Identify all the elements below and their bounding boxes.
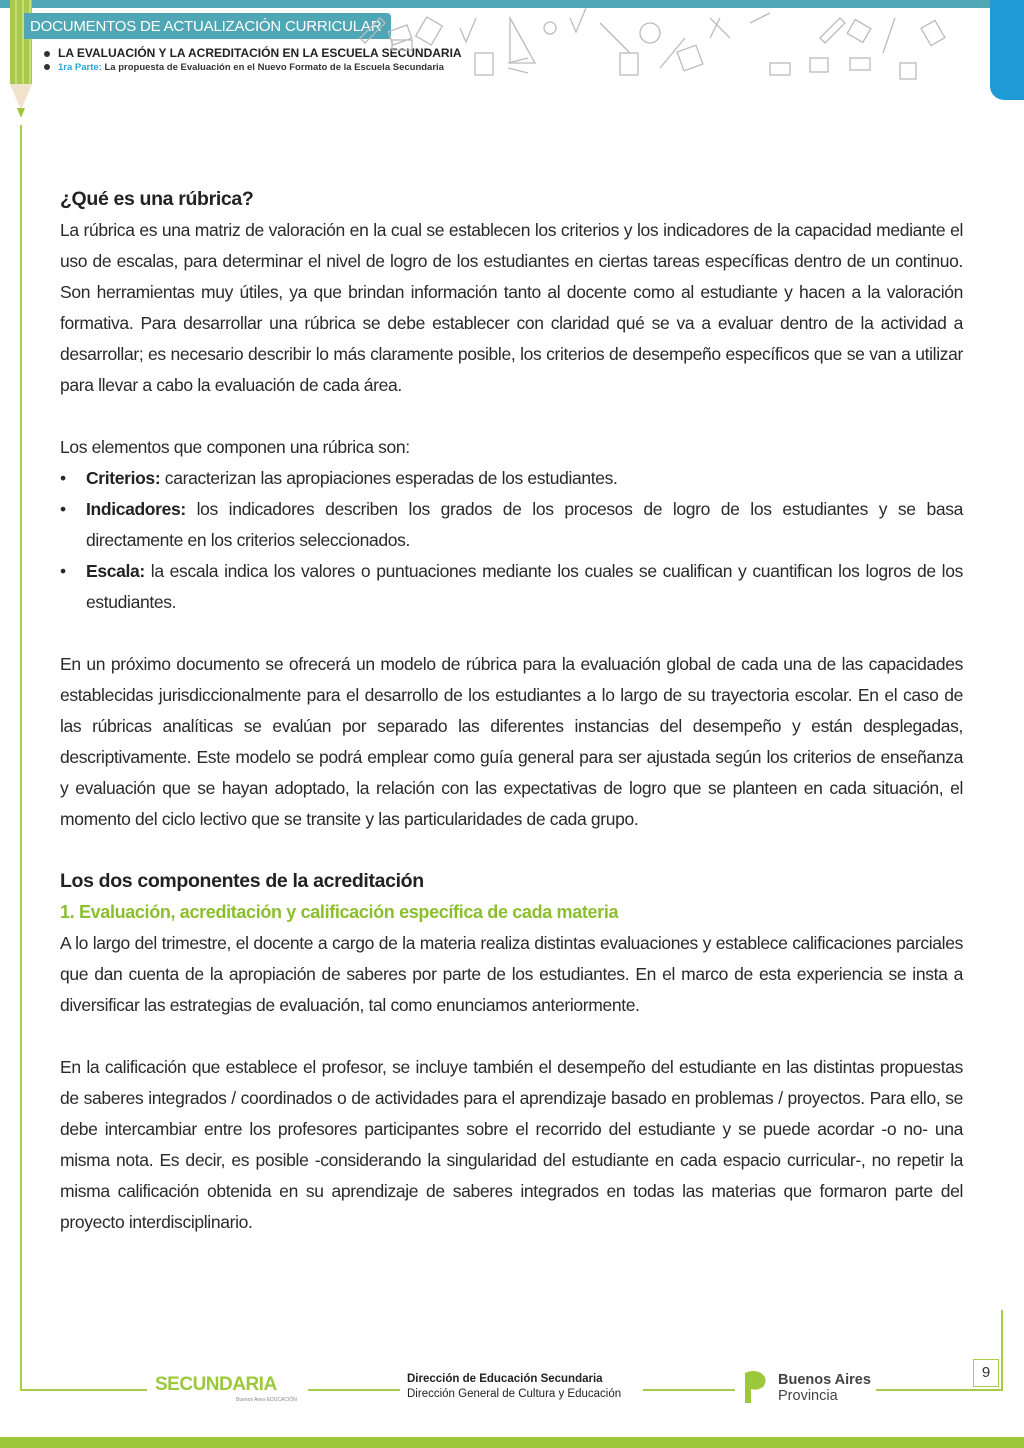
- list-term: Escala:: [86, 561, 145, 581]
- pencil-lead-icon: [17, 108, 25, 118]
- list-text: la escala indica los valores o puntuaciones mediante los cuales se cualifican y cuantifican los logros de los estudiantes.: [86, 561, 963, 612]
- page-number: 9: [973, 1359, 999, 1387]
- list-text: caracterizan las apropiaciones esperadas de los estudiantes.: [160, 468, 618, 488]
- section-subheading: 1. Evaluación, acreditación y calificación específica de cada materia: [60, 902, 619, 922]
- pencil-tip-icon: [10, 84, 32, 110]
- list-text: los indicadores describen los grados de los procesos de logro de los estudiantes y se basa directamente en los criterios seleccionados.: [86, 499, 963, 550]
- page-content: [60, 184, 963, 1269]
- secundaria-logo: [155, 1374, 277, 1396]
- list-intro: Los elementos que componen una rúbrica son:: [60, 437, 410, 457]
- list-item: [60, 556, 963, 618]
- ba-line: Buenos Aires: [778, 1372, 871, 1388]
- bullet-icon: [44, 64, 50, 70]
- series-title: DOCUMENTOS DE ACTUALIZACIÓN CURRICULAR: [24, 13, 391, 39]
- school-doodles-icon: [350, 8, 990, 108]
- part-title-text: La propuesta de Evaluación en el Nuevo Formato de la Escuela Secundaria: [104, 62, 444, 73]
- footer-line: [876, 1389, 1003, 1391]
- bottom-bar: [0, 1437, 1024, 1448]
- part-label: 1ra Parte:: [58, 62, 102, 73]
- ba-line: Provincia: [778, 1388, 838, 1404]
- list-term: Indicadores:: [86, 499, 186, 519]
- buenos-aires-logo: [778, 1372, 871, 1404]
- document-title-text: LA EVALUACIÓN Y LA ACREDITACIÓN EN LA ESCUELA SECUNDARIA: [58, 46, 462, 60]
- list-term: Criterios:: [86, 468, 161, 488]
- buenos-aires-logo-icon: [743, 1369, 769, 1405]
- directorate-line: Dirección de Educación Secundaria: [407, 1373, 603, 1385]
- footer-line: [308, 1389, 400, 1391]
- section-heading: ¿Qué es una rúbrica?: [60, 188, 254, 210]
- directorate-line: Dirección General de Cultura y Educación: [407, 1388, 622, 1400]
- section-heading: Los dos componentes de la acreditación: [60, 870, 424, 892]
- footer-line: [20, 1389, 147, 1391]
- paragraph: A lo largo del trimestre, el docente a cargo de la materia realiza distintas evaluaciones y establece calificaciones parciales que dan cuenta de la apropiación de saberes por parte de los estudiantes. En el marco de esta experiencia se insta a diversificar las estrategias de evaluación, tal como enunciamos anteriormente.: [60, 933, 963, 1015]
- list-item: [60, 463, 963, 494]
- top-bar: [0, 0, 1024, 8]
- secundaria-logo-text: SECUNDARIA: [155, 1374, 277, 1395]
- directorate: [407, 1372, 621, 1402]
- footer-line: [1001, 1310, 1003, 1391]
- list-item: [60, 494, 963, 556]
- margin-line: [20, 125, 22, 1390]
- footer-line: [643, 1389, 735, 1391]
- paragraph: En la calificación que establece el profesor, se incluye también el desempeño del estudiante en las distintas propuestas de saberes integrados / coordinados o de actividades para el aprendizaje basado en problemas / proyectos. Para ello, se debe intercambiar entre los profesores participantes sobre el recorrido del estudiante y se puede acordar -o no- una misma nota. Es decir, es posible -considerando la singularidad del estudiante en cada espacio curricular-, no repetir la misma calificación obtenida en su aprendizaje de saberes integrados en todas las materias que formaron parte del proyecto interdisciplinario.: [60, 1057, 963, 1232]
- paragraph: La rúbrica es una matriz de valoración en la cual se establecen los criterios y los indicadores de la capacidad mediante el uso de escalas, para determinar el nivel de logro de los estudiantes en ciertas tareas específicas dentro de un continuo. Son herramientas muy útiles, ya que brindan información tanto al docente como al estudiante y hacen a la valoración formativa. Para desarrollar una rúbrica se debe establecer con claridad qué se va a evaluar dentro de la actividad a desarrollar; es necesario describir lo más claramente posible, los criterios de desempeño específicos que se van a utilizar para llevar a cabo la evaluación de cada área.: [60, 220, 963, 395]
- secundaria-logo-sub: Buenos Aires EDUCACIÓN: [236, 1397, 297, 1403]
- corner-tab: [990, 0, 1024, 100]
- paragraph: En un próximo documento se ofrecerá un modelo de rúbrica para la evaluación global de cada una de las capacidades establecidas jurisdiccionalmente para el desarrollo de los estudiantes a lo largo de su trayectoria escolar. En el caso de las rúbricas analíticas se evalúan por separado las diferentes instancias del desempeño y están desplegadas, descriptivamente. Este modelo se podrá emplear como guía general para ser ajustada según los criterios de enseñanza y evaluación que se hayan adoptado, la relación con las expectativas de logro que se planteen en cada situación, el momento del ciclo lectivo que se transite y las particularidades de cada grupo.: [60, 654, 963, 829]
- rubric-elements-list: [60, 463, 963, 618]
- bullet-icon: [44, 51, 50, 57]
